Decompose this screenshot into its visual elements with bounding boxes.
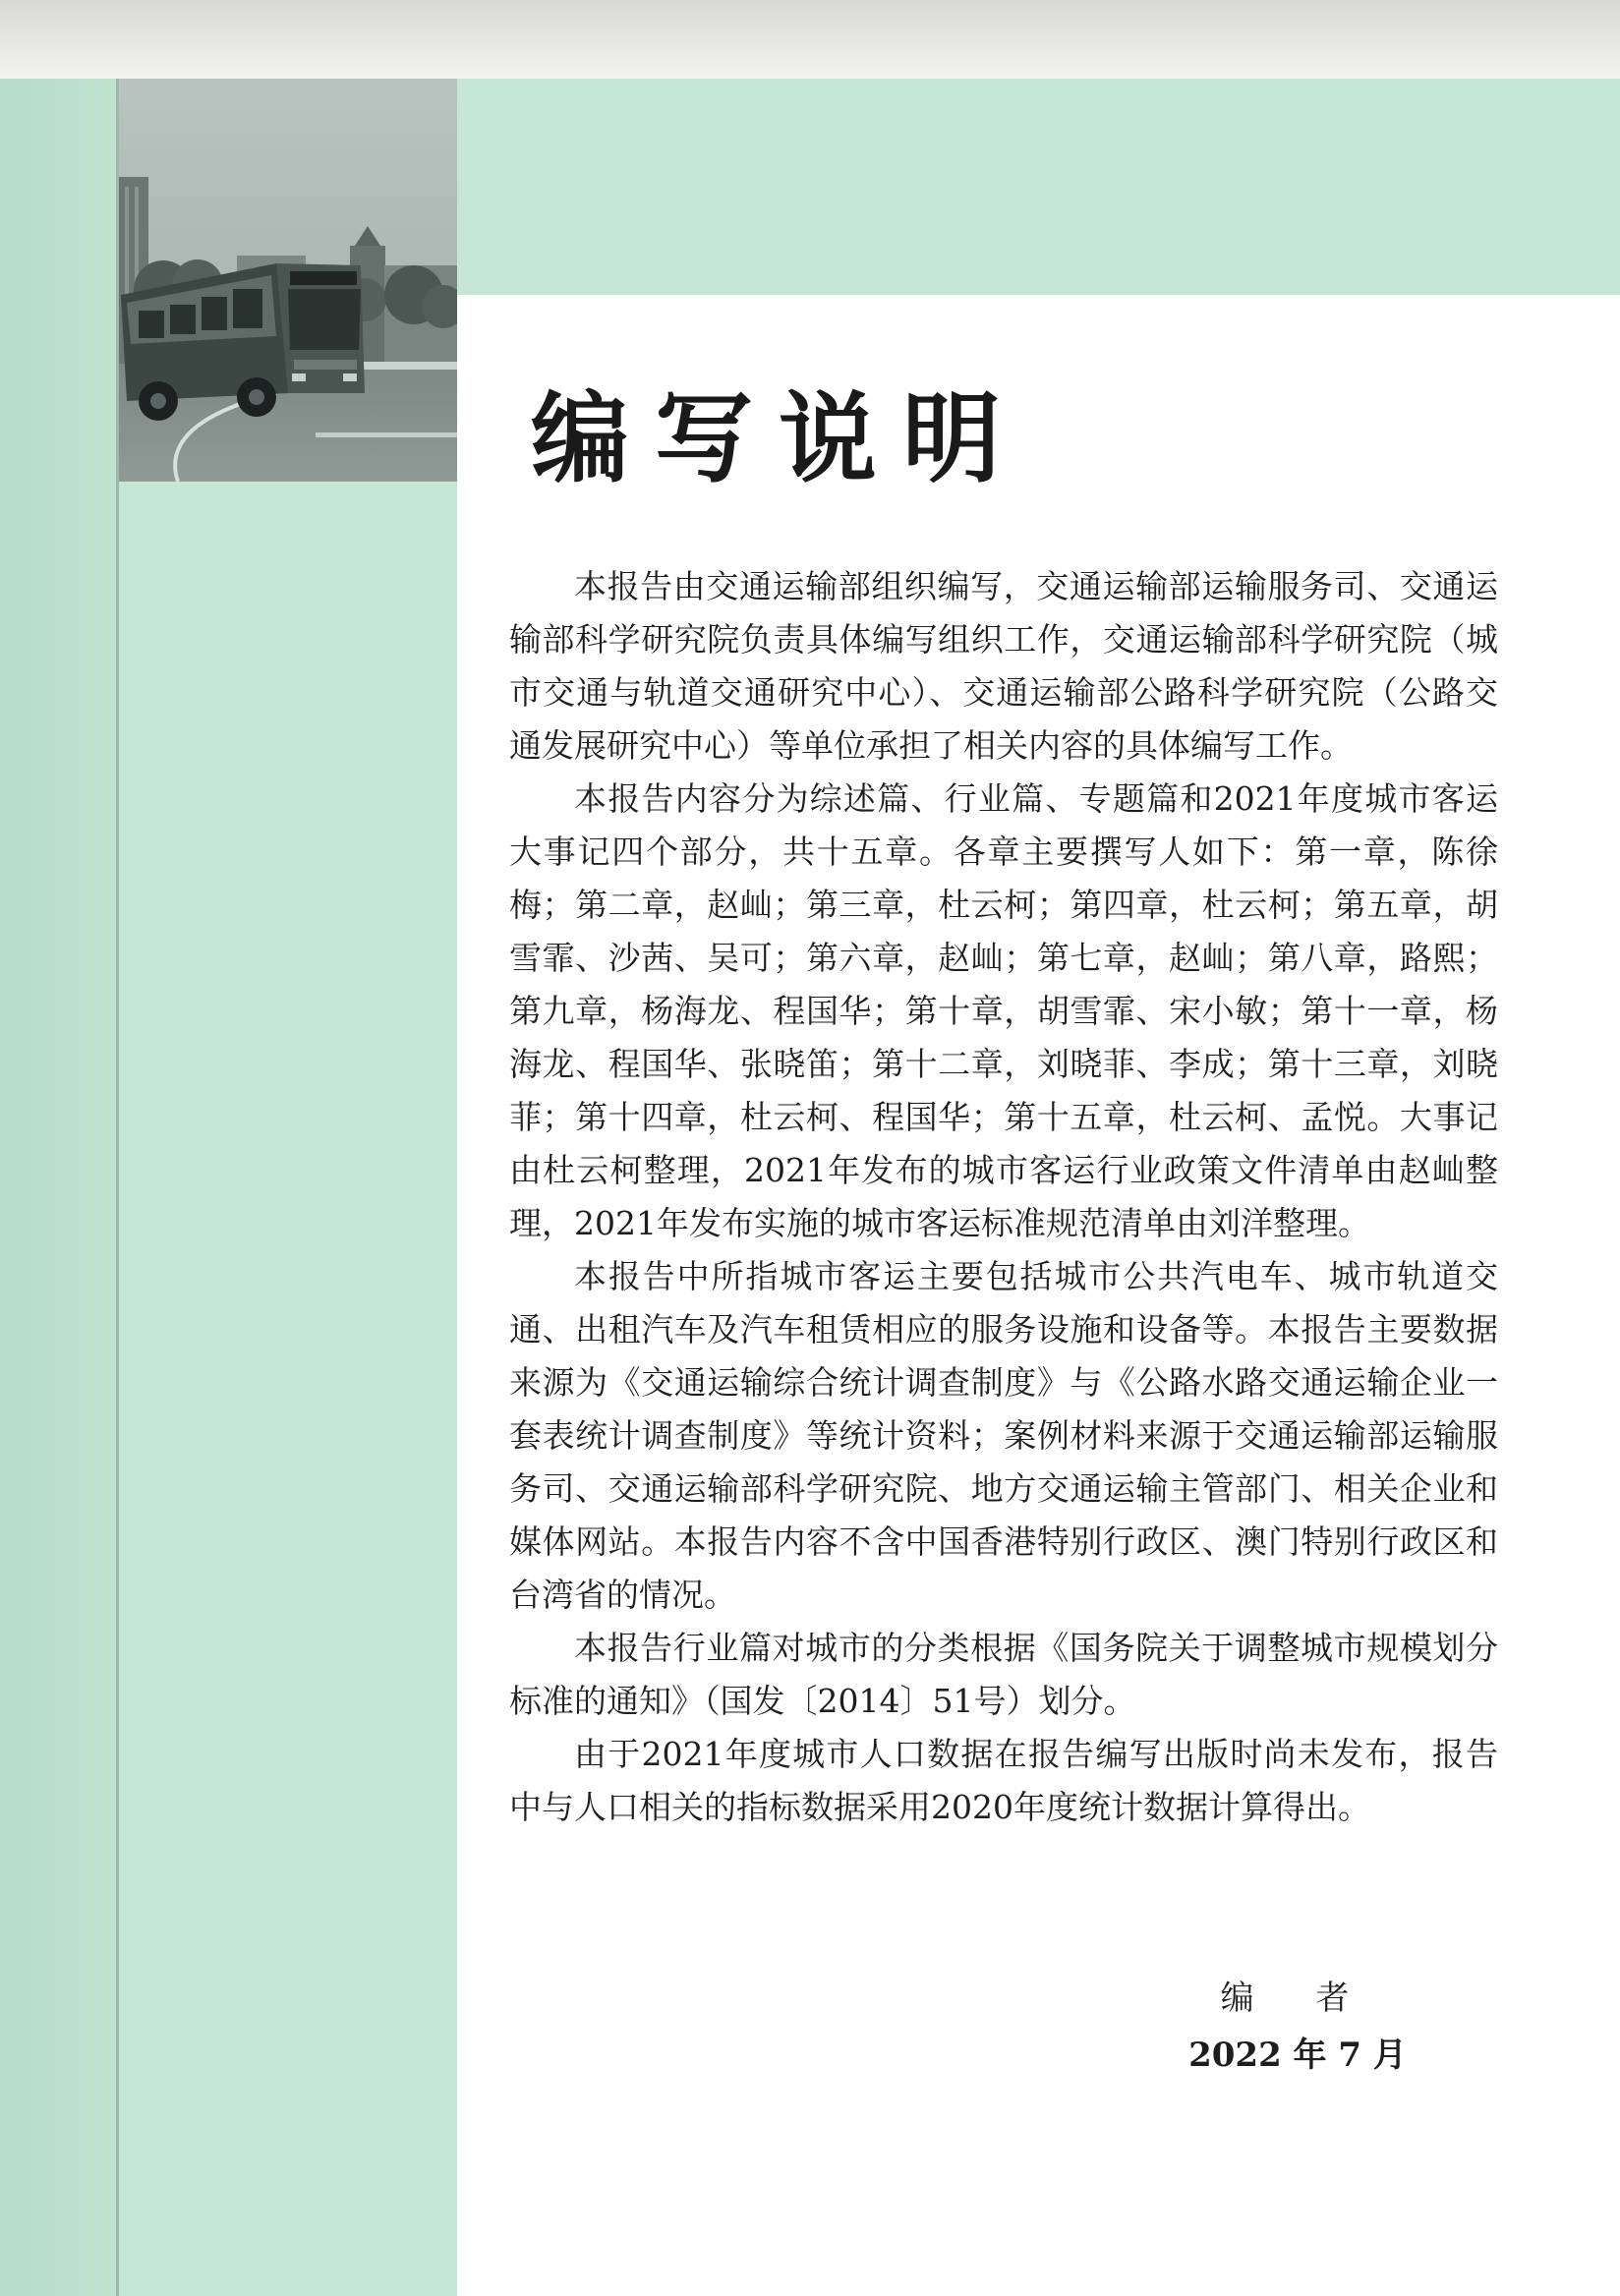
- paragraph: 本报告由交通运输部组织编写，交通运输部运输服务司、交通运输部科学研究院负责具体编写组织工作，交通运输部科学研究院（城市交通与轨道交通研究中心）、交通运输部公路科学研究院（公路交通发展研究中心）等单位承担了相关内容的具体编写工作。: [509, 567, 1498, 765]
- publish-date: 2022 年 7 月: [1188, 2036, 1407, 2075]
- paragraph: 本报告内容分为综述篇、行业篇、专题篇和2021年度城市客运大事记四个部分，共十五章。各章主要撰写人如下：第一章，陈徐梅；第二章，赵屾；第三章，杜云柯；第四章，杜云柯；第五章，胡雪霏、沙茜、吴可；第六章，赵屾；第七章，赵屾；第八章，路熙；第九章，杨海龙、程国华；第十章，胡雪霏、宋小敏；第十一章，杨海龙、程国华、张晓笛；第十二章，刘晓菲、李成；第十三章，刘晓菲；第十四章，杜云柯、程国华；第十五章，杜云柯、孟悦。大事记由杜云柯整理，2021年发布的城市客运行业政策文件清单由赵屾整理，2021年发布实施的城市客运标准规范清单由刘洋整理。: [509, 779, 1498, 1242]
- paragraph: 本报告中所指城市客运主要包括城市公共汽电车、城市轨道交通、出租汽车及汽车租赁相应的服务设施和设备等。本报告主要数据来源为《交通运输综合统计调查制度》与《公路水路交通运输企业一套表统计调查制度》等统计资料；案例材料来源于交通运输部运输服务司、交通运输部科学研究院、地方交通运输主管部门、相关企业和媒体网站。本报告内容不含中国香港特别行政区、澳门特别行政区和台湾省的情况。: [509, 1257, 1498, 1614]
- signature-block: [1150, 1972, 1445, 2082]
- body-text: [509, 560, 1498, 1834]
- paragraph: 本报告行业篇对城市的分类根据《国务院关于调整城市规模划分标准的通知》（国发〔2014〕51号）划分。: [509, 1629, 1498, 1720]
- author-label: 编 者: [1220, 1979, 1375, 2018]
- green-top-band: [457, 79, 1620, 295]
- paragraph: 由于2021年度城市人口数据在报告编写出版时尚未发布，报告中与人口相关的指标数据采用2020年度统计数据计算得出。: [509, 1735, 1498, 1826]
- page-title: 编写说明: [531, 381, 1026, 496]
- bus-photo: [119, 79, 457, 482]
- scan-top-edge: [0, 0, 1620, 79]
- left-green-strip: [0, 79, 116, 2296]
